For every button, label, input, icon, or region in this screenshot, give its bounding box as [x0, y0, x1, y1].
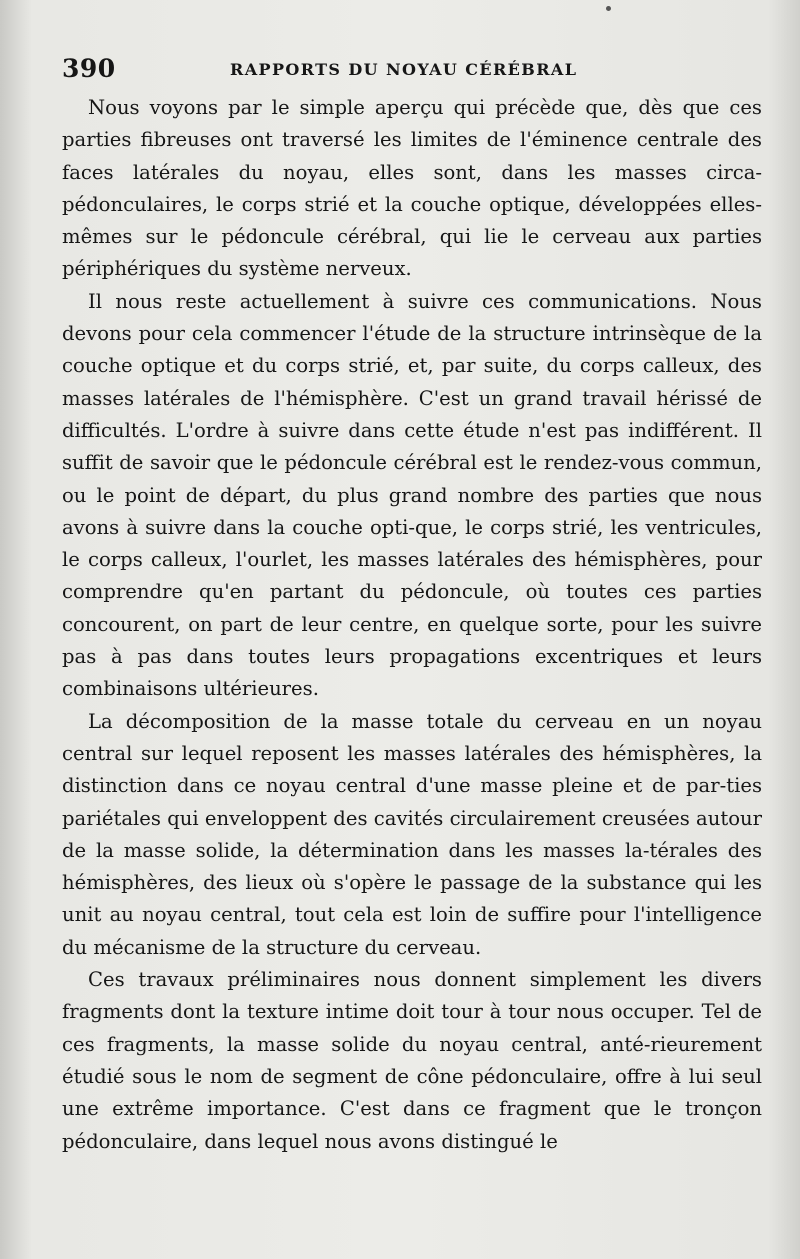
page-number: 390 [62, 54, 116, 83]
paragraph-3: La décomposition de la masse totale du cerveau en un noyau central sur lequel reposent les masses latérales des hémisphères, la distinction dans ce noyau central d'une masse pleine et de par-ties pariétales qui enveloppent des cavités circulairement creusées autour de la masse solide, la détermination dans les masses la-térales des hémisphères, des lieux où s'opère le passage de la substance qui les unit au noyau central, tout cela est loin de suffire pour l'intelligence du mécanisme de la structure du cerveau. [62, 709, 762, 959]
running-head: RAPPORTS DU NOYAU CÉRÉBRAL [230, 60, 578, 79]
scan-speck [606, 6, 611, 11]
body-text [62, 92, 762, 1158]
paragraph-1: Nous voyons par le simple aperçu qui précède que, dès que ces parties fibreuses ont traversé les limites de l'éminence centrale des faces latérales du noyau, elles sont, dans les masses circa-pédonculaires, le corps strié et la couche optique, développées elles-mêmes sur le pédoncule cérébral, qui lie le cerveau aux parties périphériques du système nerveux. [62, 96, 762, 281]
paragraph-2: Il nous reste actuellement à suivre ces communications. Nous devons pour cela commencer l'étude de la structure intrinsèque de la couche optique et du corps strié, et, par suite, du corps calleux, des masses latérales de l'hémisphère. C'est un grand travail hérissé de difficultés. L'ordre à suivre dans cette étude n'est pas indifférent. Il suffit de savoir que le pédoncule cérébral est le rendez-vous commun, ou le point de départ, du plus grand nombre des parties que nous avons à suivre dans la couche opti-que, le corps strié, les ventricules, le corps calleux, l'ourlet, les masses latérales des hémisphères, pour comprendre qu'en partant du pédoncule, où toutes ces parties concourent, on part de leur centre, en quelque sorte, pour les suivre pas à pas dans toutes leurs propagations excentriques et leurs combinaisons ultérieures. [62, 289, 762, 701]
paragraph-4: Ces travaux préliminaires nous donnent simplement les divers fragments dont la texture intime doit tour à tour nous occuper. Tel de ces fragments, la masse solide du noyau central, anté-rieurement étudié sous le nom de segment de cône pédonculaire, offre à lui seul une extrême importance. C'est dans ce fragment que le tronçon pédonculaire, dans lequel nous avons distingué le [62, 968, 762, 1153]
page-header [62, 54, 760, 88]
